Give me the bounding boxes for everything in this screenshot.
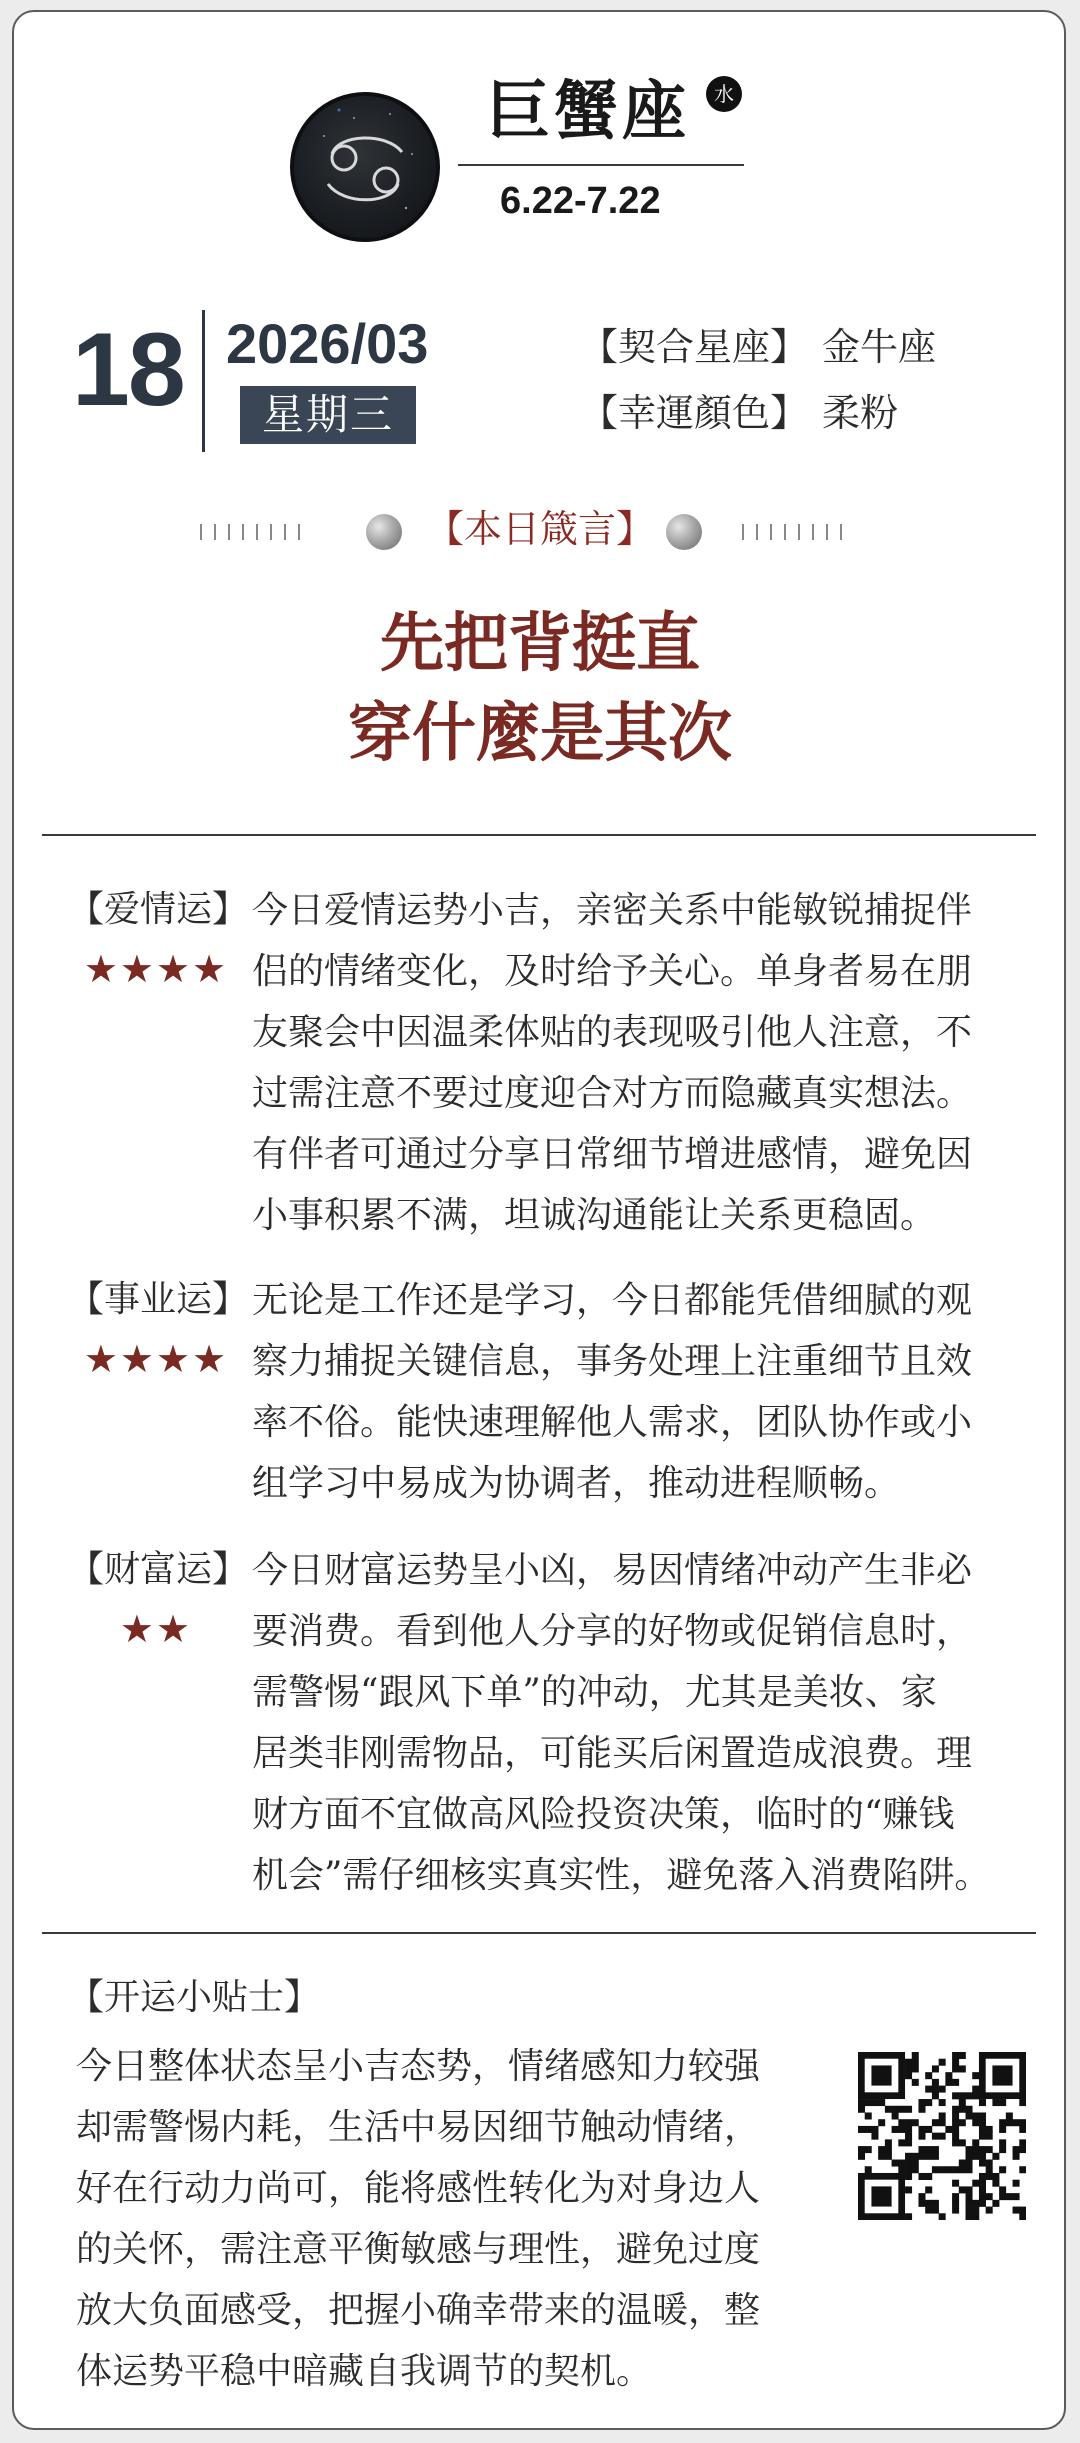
text-line: 过需注意不要过度迎合对方而隐藏真实想法。 [252, 1073, 973, 1114]
decorative-ticks-left [200, 524, 300, 540]
tips-text [76, 2036, 806, 2402]
lucky-color-label: 【幸運顏色】 [580, 391, 809, 435]
lucky-color-row [580, 391, 899, 435]
text-line: 却需警惕内耗，生活中易因细节触动情绪， [76, 2107, 761, 2148]
decorative-ticks-right [742, 524, 842, 540]
lucky-color-value: 柔粉 [822, 391, 899, 435]
cancer-emblem-icon [290, 92, 440, 242]
year-month: 2026/03 [226, 312, 429, 375]
text-line: 财方面不宜做高风险投资决策，临时的“赚钱 [252, 1794, 955, 1835]
text-line: 无论是工作还是学习，今日都能凭借细腻的观 [252, 1280, 973, 1321]
text-line: 友聚会中因温柔体贴的表现吸引他人注意，不 [252, 1012, 973, 1053]
text-line: 率不俗。能快速理解他人需求，团队协作或小 [252, 1402, 973, 1443]
sign-name: 巨蟹座 [486, 76, 690, 147]
text-line: 居类非刚需物品，可能买后闲置造成浪费。理 [252, 1733, 973, 1774]
match-sign-value: 金牛座 [822, 325, 937, 369]
text-line: 今日财富运势呈小凶，易因情绪冲动产生非必 [252, 1550, 973, 1591]
wealth-rating-stars: ★★ [119, 1607, 193, 1651]
text-line: 要消费。看到他人分享的好物或促销信息时， [252, 1611, 973, 1652]
love-rating-stars: ★★★★ [83, 947, 229, 991]
section-divider [42, 1932, 1036, 1934]
text-line: 侣的情绪变化，及时给予关心。单身者易在朋 [252, 951, 973, 992]
text-line: 今日整体状态呈小吉态势，情绪感知力较强 [76, 2046, 761, 2087]
career-fortune-label: 【事业运】 [68, 1279, 249, 1320]
text-line: 有伴者可通过分享日常细节增进感情，避免因 [252, 1134, 973, 1175]
text-line: 需警惕“跟风下单”的冲动，尤其是美妆、家 [252, 1672, 937, 1713]
section-divider [42, 834, 1036, 836]
career-rating-stars: ★★★★ [83, 1337, 229, 1381]
wealth-fortune-label: 【财富运】 [68, 1549, 249, 1590]
text-line: 放大负面感受，把握小确幸带来的温暖，整 [76, 2290, 761, 2331]
text-line: 体运势平稳中暗藏自我调节的契机。 [76, 2351, 653, 2392]
text-line: 好在行动力尚可，能将感性转化为对身边人 [76, 2168, 761, 2209]
love-fortune-text [252, 880, 1032, 1246]
wealth-fortune-text [252, 1540, 1032, 1906]
weekday-badge: 星期三 [240, 386, 416, 444]
date-divider [202, 310, 205, 452]
text-line: 小事积累不满，坦诚沟通能让关系更稳固。 [252, 1195, 937, 1236]
day-number: 18 [72, 312, 184, 428]
match-sign-row [580, 325, 937, 369]
text-line: 察力捕捉关键信息，事务处理上注重细节且效 [252, 1341, 973, 1382]
title-underline [458, 164, 744, 166]
motto-line-1: 先把背挺直 [380, 606, 700, 681]
text-line: 的关怀，需注意平衡敏感与理性，避免过度 [76, 2229, 761, 2270]
match-sign-label: 【契合星座】 [580, 325, 809, 369]
qr-code-icon[interactable] [858, 2052, 1026, 2220]
date-range: 6.22-7.22 [500, 180, 661, 222]
moon-icon [366, 514, 402, 550]
text-line: 机会”需仔细核实真实性，避免落入消费陷阱。 [252, 1855, 991, 1896]
text-line: 今日爱情运势小吉，亲密关系中能敏锐捕捉伴 [252, 890, 973, 931]
text-line: 组学习中易成为协调者，推动进程顺畅。 [252, 1463, 901, 1504]
moon-icon [666, 514, 702, 550]
motto-line-2: 穿什麼是其次 [348, 696, 732, 771]
love-fortune-label: 【爱情运】 [68, 889, 249, 930]
career-fortune-text [252, 1270, 1032, 1514]
tips-title: 【开运小贴士】 [68, 1977, 321, 2018]
motto-title: 【本日箴言】 [425, 507, 654, 551]
element-badge: 水 [706, 76, 742, 112]
